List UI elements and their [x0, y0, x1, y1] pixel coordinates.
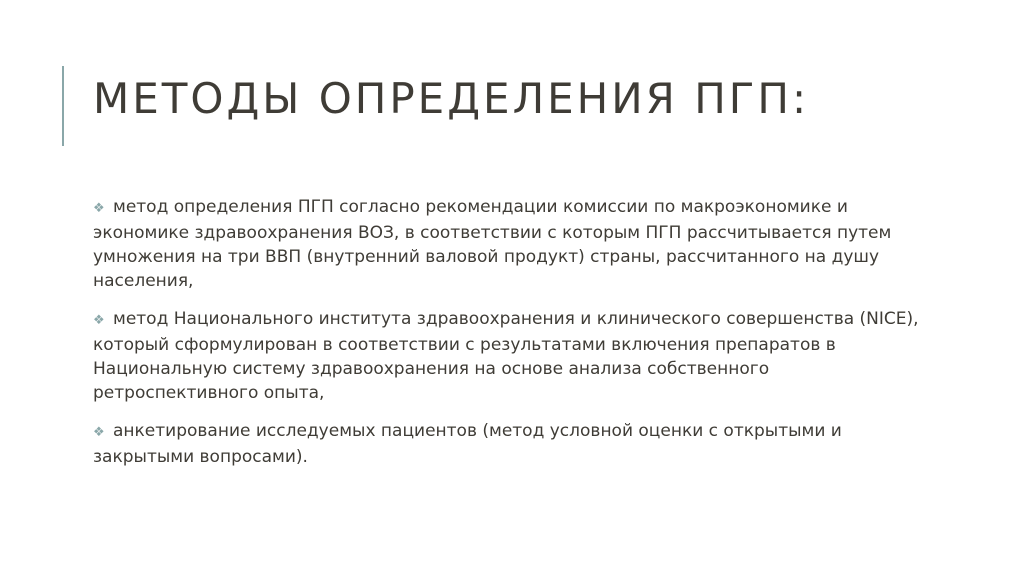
title-accent-bar: [62, 66, 64, 146]
slide-title: МЕТОДЫ ОПРЕДЕЛЕНИЯ ПГП:: [93, 74, 810, 123]
bullet-text: метод определения ПГП согласно рекомендации комиссии по макроэкономике и экономике здравоохранения ВОЗ, в соответствии с которым ПГП рассчитывается путем умножения на три ВВП (внутренний валовой продукт) страны, рассчитанного на душу населения,: [93, 197, 892, 291]
diamond-bullet-icon: ❖: [93, 425, 105, 440]
bullet-text: метод Национального института здравоохранения и клинического совершенства (NICE), который сформулирован в соответствии с результатами включения препаратов в Национальную систему здравоохранения на основе анализа собственного ретроспективного опыта,: [93, 309, 919, 403]
bullet-item: [93, 195, 923, 293]
bullet-item: [93, 307, 923, 405]
diamond-bullet-icon: ❖: [93, 313, 105, 328]
diamond-bullet-icon: ❖: [93, 201, 105, 216]
bullet-text: анкетирование исследуемых пациентов (метод условной оценки с открытыми и закрытыми вопросами).: [93, 421, 842, 467]
bullet-item: [93, 419, 923, 469]
bullet-list: [93, 195, 923, 483]
